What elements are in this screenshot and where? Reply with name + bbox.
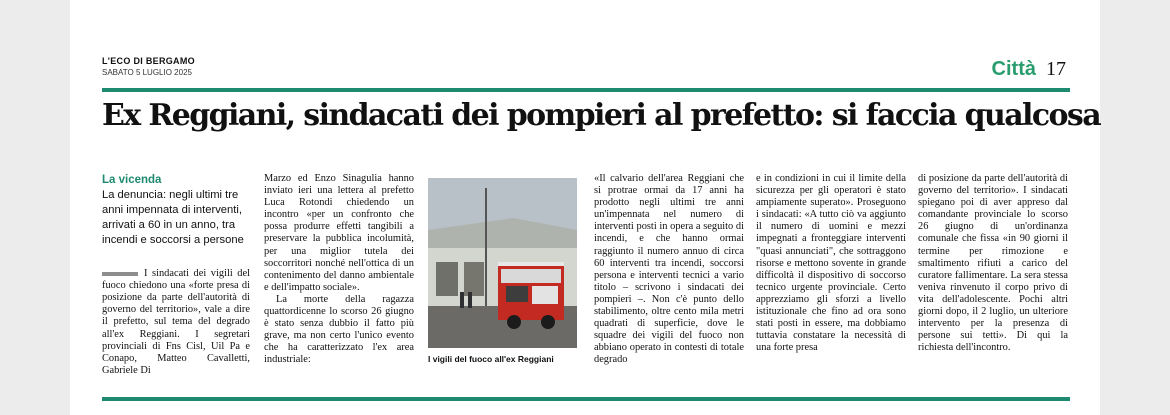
sidebar-kicker: La vicenda <box>102 174 162 186</box>
headline: Ex Reggiani, sindacati dei pompieri al prefetto: si faccia qualcosa <box>102 98 1101 133</box>
column-5 <box>918 173 1068 354</box>
column-4 <box>756 173 906 354</box>
paragraph-marker <box>102 272 138 276</box>
column-3 <box>594 173 744 367</box>
fire-truck-photo <box>428 178 577 348</box>
issue-date: SABATO 5 LUGLIO 2025 <box>102 68 192 77</box>
column-2 <box>264 173 414 367</box>
article-paragraph: «Il calvario dell'area Reggiani che si protrae ormai da 17 anni ha prodotto negli ultimi tre anni un'impennata nel numero di interventi posti in opera a seguito di incendi, e che hanno ormai raggiunto il numero annuo di circa 60 interventi tra incendi, soccorsi persona e interventi tecnici a vario titolo – scrivono i sindacati dei pompieri –. Non c'è punto dello stabilimento, oltre cento mila metri quadrati di superficie, dove le squadre dei vigili del fuoco non abbiano operato in contesti di totale degrado <box>594 173 744 366</box>
page-number: 17 <box>1046 58 1066 80</box>
sidebar-summary: La denuncia: negli ultimi tre anni impennata di interventi, arrivati a 60 in un anno, tra incendi e soccorsi a persone <box>102 189 244 247</box>
bottom-rule <box>102 397 1070 401</box>
column-1 <box>102 162 250 377</box>
top-rule <box>102 88 1070 92</box>
article-paragraph: di posizione da parte dell'autorità di governo del territorio». I sindacati spiegano poi di aver appreso dal comandante provinciale lo scorso 26 giugno di un'ordinanza comunale che fissa «in 90 giorni il termine per rimozione e smaltimento rifiuti a carico del curatore fallimentare. La sera stessa veniva rinvenuto il corpo privo di vita dell'adolescente. Pochi altri giorni dopo, il 2 luglio, un ulteriore intervento per la presenza di persone sui tetti». Di qui la richiesta dell'incontro. <box>918 173 1068 354</box>
article-paragraph: Marzo ed Enzo Sinagulia hanno inviato ieri una lettera al prefetto Luca Rotondi chiedendo un incontro «per un confronto che possa produrre effetti tangibili a preservare la pubblica incolumità, per una miglior tutela dei soccorritori nonché nell'ottica di un contenimento del danno ambientale e dell'impatto sociale». <box>264 173 414 293</box>
article-paragraph: e in condizioni in cui il limite della sicurezza per gli operatori è stato ampiamente superato». Proseguono i sindacati: «A tutto ciò va aggiunto il numero di uomini e mezzi impegnati a fronteggiare interventi "quasi annunciati", che sottraggono risorse e mettono sovente in grande difficoltà il dispositivo di soccorso tecnico urgente provinciale. Certo apprezziamo gli sforzi a livello istituzionale che fino ad ora sono stati posti in essere, ma dobbiamo tuttavia constatare la necessità di una forte presa <box>756 173 906 354</box>
article-photo <box>428 178 577 348</box>
masthead <box>102 56 195 77</box>
section-name: Città <box>991 58 1036 80</box>
article-paragraph: La morte della ragazza quattordicenne lo scorso 26 giugno è stato senza dubbio il fatto più grave, ma non certo l'unico evento che ha caratterizzato l'ex area industriale: <box>264 293 414 366</box>
paragraph-text: I sindacati dei vigili del fuoco chiedono una «forte presa di posizione da parte dell'autorità di governo del territorio», vale a dire il prefetto, sul tema del degrado all'ex Reggiani. I segretari provinciali di Fns Cisl, Uil Pa e Conapo, Matteo Cavalletti, Gabriele Di <box>102 268 250 376</box>
article-paragraph <box>102 268 250 377</box>
paper-name: L'ECO DI BERGAMO <box>102 56 195 66</box>
newspaper-page <box>70 0 1100 415</box>
photo-caption: I vigili del fuoco all'ex Reggiani <box>428 354 554 364</box>
section-header <box>992 58 1066 81</box>
